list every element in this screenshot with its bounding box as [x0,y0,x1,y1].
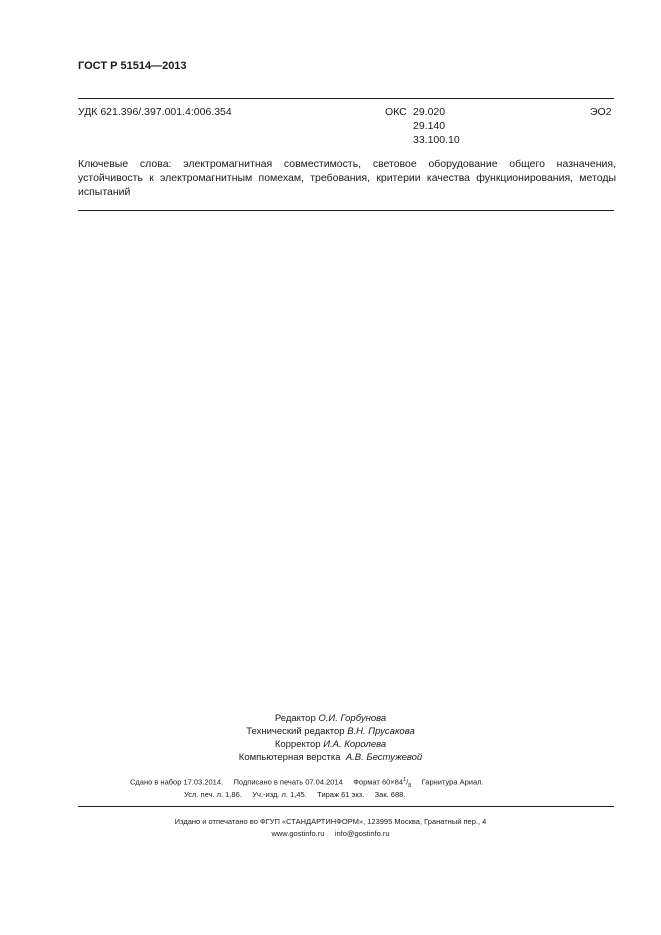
document-header: ГОСТ Р 51514—2013 [78,60,187,72]
credits-block [0,712,661,764]
imprint-line-1: Сдано в набор 17.03.2014. Подписано в печать 07.04.2014 Формат $60\times 84^1/_8$ Гарнитура Ариал. [130,777,484,789]
imprint-rule [78,806,614,807]
top-rule [78,98,614,99]
keywords-rule [78,210,614,211]
credit-tech-editor: Технический редактор В.Н. Прусакова [246,726,415,737]
keywords-paragraph: Ключевые слова: электромагнитная совместимость, световое оборудование общего назначения, устойчивость к электромагнитным помехам, требования, критерии качества функционирования, методы испытаний [78,158,616,198]
credit-layout: Компьютерная верстка А.В. Бестужевой [238,752,423,763]
group-code: ЭО2 [590,106,612,118]
credit-editor: Редактор О.И. Горбунова [274,713,387,724]
publisher-address: Издано и отпечатано во ФГУП «СТАНДАРТИНФОРМ», 123995 Москва, Гранатный пер., 4 [174,817,487,826]
oks-label: ОКС [385,106,407,118]
oks-code-1: 29.020 [413,106,446,118]
publisher-contacts [0,829,661,838]
publisher-email: info@gostinfo.ru [334,829,390,838]
oks-code-3: 33.100.10 [413,134,460,146]
credit-corrector: Корректор И.А. Королева [274,739,387,750]
publisher-site: www.gostinfo.ru [271,829,325,838]
oks-code-2: 29.140 [413,120,446,132]
udk-code: УДК 621.396/.397.001.4:006.354 [78,106,232,118]
imprint-line-2: Усл. печ. л. 1,86. Уч.-изд. л. 1,45. Тираж 61 экз. Зак. 688. [184,790,406,799]
